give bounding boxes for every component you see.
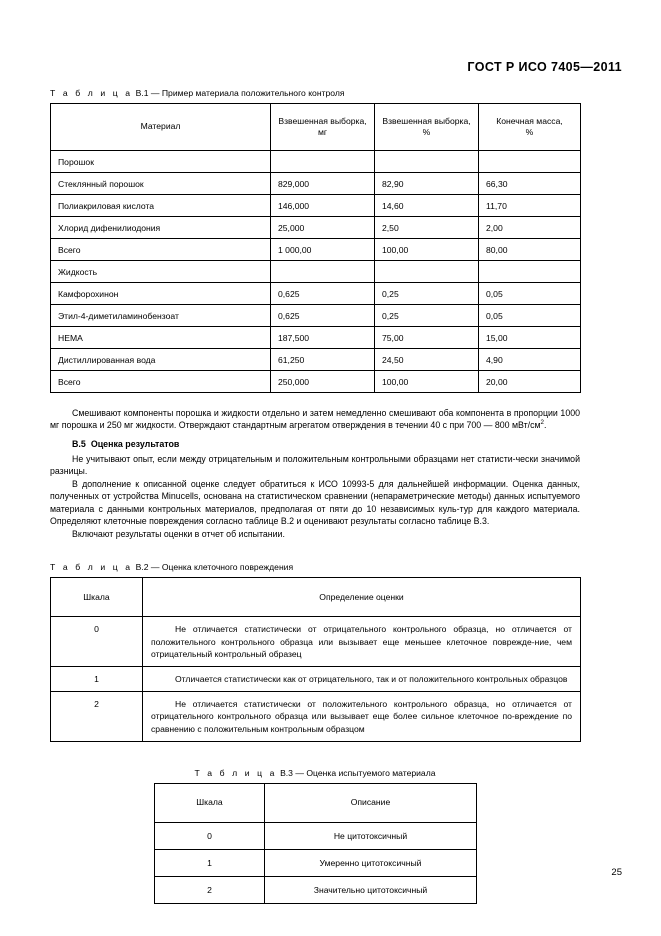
table-row: [51, 151, 581, 173]
cell-final-mass: [479, 261, 581, 283]
cell-definition: Не отличается статистически от отрицательного контрольного образца, но отличается от положительного контрольного образца или вызывает еще меньшее клеточное поврежде-ние, чем отрицательный контрольный образец: [143, 617, 581, 667]
table-b3: [154, 783, 477, 904]
cell-weighed-pct: 100,00: [375, 371, 479, 393]
cell-weighed-mg: 250,000: [271, 371, 375, 393]
table-b1-col-final-mass-line1: Конечная масса,: [496, 115, 563, 126]
cell-weighed-pct: [375, 261, 479, 283]
table-b2: [50, 577, 581, 741]
table-b1-header-row: [51, 104, 581, 151]
cell-scale: 2: [51, 692, 143, 742]
cell-material: HEMA: [51, 327, 271, 349]
table-b3-caption-text: Оценка испытуемого материала: [306, 767, 436, 778]
cell-material: Этил-4-диметиламинобензоат: [51, 305, 271, 327]
cell-scale: 1: [155, 849, 265, 876]
spacer-before-table-b3: [50, 742, 580, 768]
table-row: [51, 283, 581, 305]
table-b1-caption-label: Т а б л и ц а: [50, 88, 133, 98]
spacer-before-table-b2: [50, 540, 580, 562]
table-b2-col-definition: Определение оценки: [143, 578, 581, 617]
table-row: [51, 692, 581, 742]
table-b3-wrapper: [154, 768, 476, 904]
table-b1-col-weighed-mg: [271, 104, 375, 151]
cell-weighed-mg: 829,000: [271, 173, 375, 195]
cell-weighed-mg: 187,500: [271, 327, 375, 349]
table-b1-col-material: [51, 104, 271, 151]
table-row: [51, 666, 581, 691]
table-b3-caption-dash: —: [295, 767, 304, 778]
cell-weighed-pct: 100,00: [375, 239, 479, 261]
cell-definition: Отличается статистически как от отрицательного, так и от положительного контрольных образцов: [143, 666, 581, 691]
cell-final-mass: 0,05: [479, 283, 581, 305]
table-b2-caption-dash: —: [150, 562, 160, 573]
page-content: [50, 88, 580, 904]
cell-scale: 2: [155, 876, 265, 903]
table-b2-col-scale: Шкала: [51, 578, 143, 617]
table-b1-caption-text: Пример материала положительного контроля: [161, 88, 345, 98]
cell-final-mass: 11,70: [479, 195, 581, 217]
cell-scale: 0: [155, 822, 265, 849]
paragraph-mixing-procedure: [50, 407, 580, 432]
table-row: [51, 239, 581, 261]
table-b1-col-weighed-pct: [375, 104, 479, 151]
table-row: [51, 261, 581, 283]
cell-final-mass: 0,05: [479, 305, 581, 327]
cell-material: Хлорид дифенилиодония: [51, 217, 271, 239]
table-row: [51, 327, 581, 349]
table-b1-col-weighed-pct-line2: %: [422, 127, 431, 137]
cell-weighed-mg: 61,250: [271, 349, 375, 371]
section-heading-number: В.5: [72, 438, 86, 449]
table-b1-caption-dash: —: [150, 88, 160, 98]
table-b1-col-weighed-pct-line1: Взвешенная выборка,: [382, 115, 471, 126]
table-b1-col-material-line1: Материал: [140, 121, 181, 132]
cell-weighed-mg: [271, 261, 375, 283]
table-b1-col-final-mass-line2: %: [525, 127, 534, 137]
table-b1-col-weighed-mg-line1: Взвешенная выборка,: [278, 115, 367, 126]
superscript-square: 2: [540, 419, 544, 427]
cell-material: Дистиллированная вода: [51, 349, 271, 371]
table-b3-body: [155, 822, 477, 903]
cell-final-mass: 4,90: [479, 349, 581, 371]
section-heading-b5: [50, 439, 580, 449]
cell-material: Всего: [51, 239, 271, 261]
section-heading-title: Оценка результатов: [90, 438, 180, 449]
table-b2-caption-text: Оценка клеточного повреждения: [161, 562, 294, 573]
cell-weighed-pct: 24,50: [375, 349, 479, 371]
cell-weighed-pct: 75,00: [375, 327, 479, 349]
table-row: [51, 173, 581, 195]
cell-weighed-mg: [271, 151, 375, 173]
table-b1-col-final-mass: [479, 104, 581, 151]
cell-scale: 0: [51, 617, 143, 667]
cell-weighed-pct: [375, 151, 479, 173]
table-b1-caption-number: В.1: [135, 88, 149, 98]
table-b2-body: [51, 617, 581, 741]
cell-weighed-mg: 1 000,00: [271, 239, 375, 261]
cell-final-mass: 15,00: [479, 327, 581, 349]
cell-final-mass: [479, 151, 581, 173]
paragraph-mixing-tail: .: [544, 420, 547, 431]
cell-scale: 1: [51, 666, 143, 691]
table-row: [51, 349, 581, 371]
page-number: 25: [611, 867, 622, 878]
cell-material: Порошок: [51, 151, 271, 173]
paragraph-b5-2: В дополнение к описанной оценке следует обратиться к ИСО 10993-5 для дальнейшей информации. Оценка данных, полученных от устройства Minucells, основана на статистическом сравнении (непараметрические методы) данных испытуемого материала с данными контрольных материалов, предполагая от пяти до 10 независимых куль-тур для каждого материала. Определяют клеточные повреждения согласно таблице В.2 и оценивают результаты согласно таблице В.3.: [50, 478, 580, 527]
cell-definition: Не отличается статистически от положительного контрольного образца, но отличается от отрицательного контрольного образца или вызывает еще более сильное клеточное по-вреждение по сравнению с положительным контрольным образцом: [143, 692, 581, 742]
paragraph-b5-3: Включают результаты оценки в отчет об испытании.: [72, 528, 285, 539]
cell-final-mass: 80,00: [479, 239, 581, 261]
table-b3-col-description: Описание: [265, 783, 477, 822]
cell-weighed-mg: 0,625: [271, 283, 375, 305]
table-row: [51, 371, 581, 393]
cell-material: Стеклянный порошок: [51, 173, 271, 195]
cell-material: Камфорохинон: [51, 283, 271, 305]
cell-weighed-pct: 2,50: [375, 217, 479, 239]
cell-final-mass: 20,00: [479, 371, 581, 393]
cell-description: Умеренно цитотоксичный: [265, 849, 477, 876]
cell-weighed-pct: 0,25: [375, 305, 479, 327]
table-b2-caption: [50, 562, 580, 572]
table-row: [51, 617, 581, 667]
table-b3-caption: [154, 768, 476, 778]
cell-material: Всего: [51, 371, 271, 393]
table-row: [155, 849, 477, 876]
cell-weighed-pct: 14,60: [375, 195, 479, 217]
table-b1-body: [51, 151, 581, 393]
cell-weighed-mg: 146,000: [271, 195, 375, 217]
table-b3-caption-number: В.3: [280, 767, 293, 778]
table-b1-caption: [50, 88, 580, 98]
table-b2-header-row: [51, 578, 581, 617]
cell-material: Жидкость: [51, 261, 271, 283]
table-b3-header-row: [155, 783, 477, 822]
document-header-standard-number: ГОСТ Р ИСО 7405—2011: [467, 60, 622, 74]
cell-description: Значительно цитотоксичный: [265, 876, 477, 903]
table-row: [155, 822, 477, 849]
cell-description: Не цитотоксичный: [265, 822, 477, 849]
table-b2-caption-label: Т а б л и ц а: [50, 562, 133, 573]
cell-final-mass: 2,00: [479, 217, 581, 239]
table-b2-caption-number: В.2: [135, 562, 149, 573]
table-b1-col-weighed-mg-line2: мг: [317, 127, 328, 137]
table-b3-col-scale: Шкала: [155, 783, 265, 822]
cell-material: Полиакриловая кислота: [51, 195, 271, 217]
table-row: [51, 217, 581, 239]
table-row: [51, 195, 581, 217]
cell-weighed-pct: 0,25: [375, 283, 479, 305]
table-b3-caption-label: Т а б л и ц а: [194, 767, 278, 778]
paragraph-mixing-text: Смешивают компоненты порошка и жидкости отдельно и затем немедленно смешивают оба компонента в пропорции 1000 мг порошка и 250 мг жидкости. Отверждают стандартным агрегатом отверждения в течении 40 с при 700 — 800 мВт/см: [50, 408, 580, 431]
cell-weighed-pct: 82,90: [375, 173, 479, 195]
cell-weighed-mg: 0,625: [271, 305, 375, 327]
paragraph-b5-1: Не учитывают опыт, если между отрицательным и положительным контрольными образцами нет статисти-чески значимой разницы.: [50, 453, 580, 477]
cell-final-mass: 66,30: [479, 173, 581, 195]
cell-weighed-mg: 25,000: [271, 217, 375, 239]
table-row: [51, 305, 581, 327]
table-b1: [50, 103, 581, 393]
table-row: [155, 876, 477, 903]
